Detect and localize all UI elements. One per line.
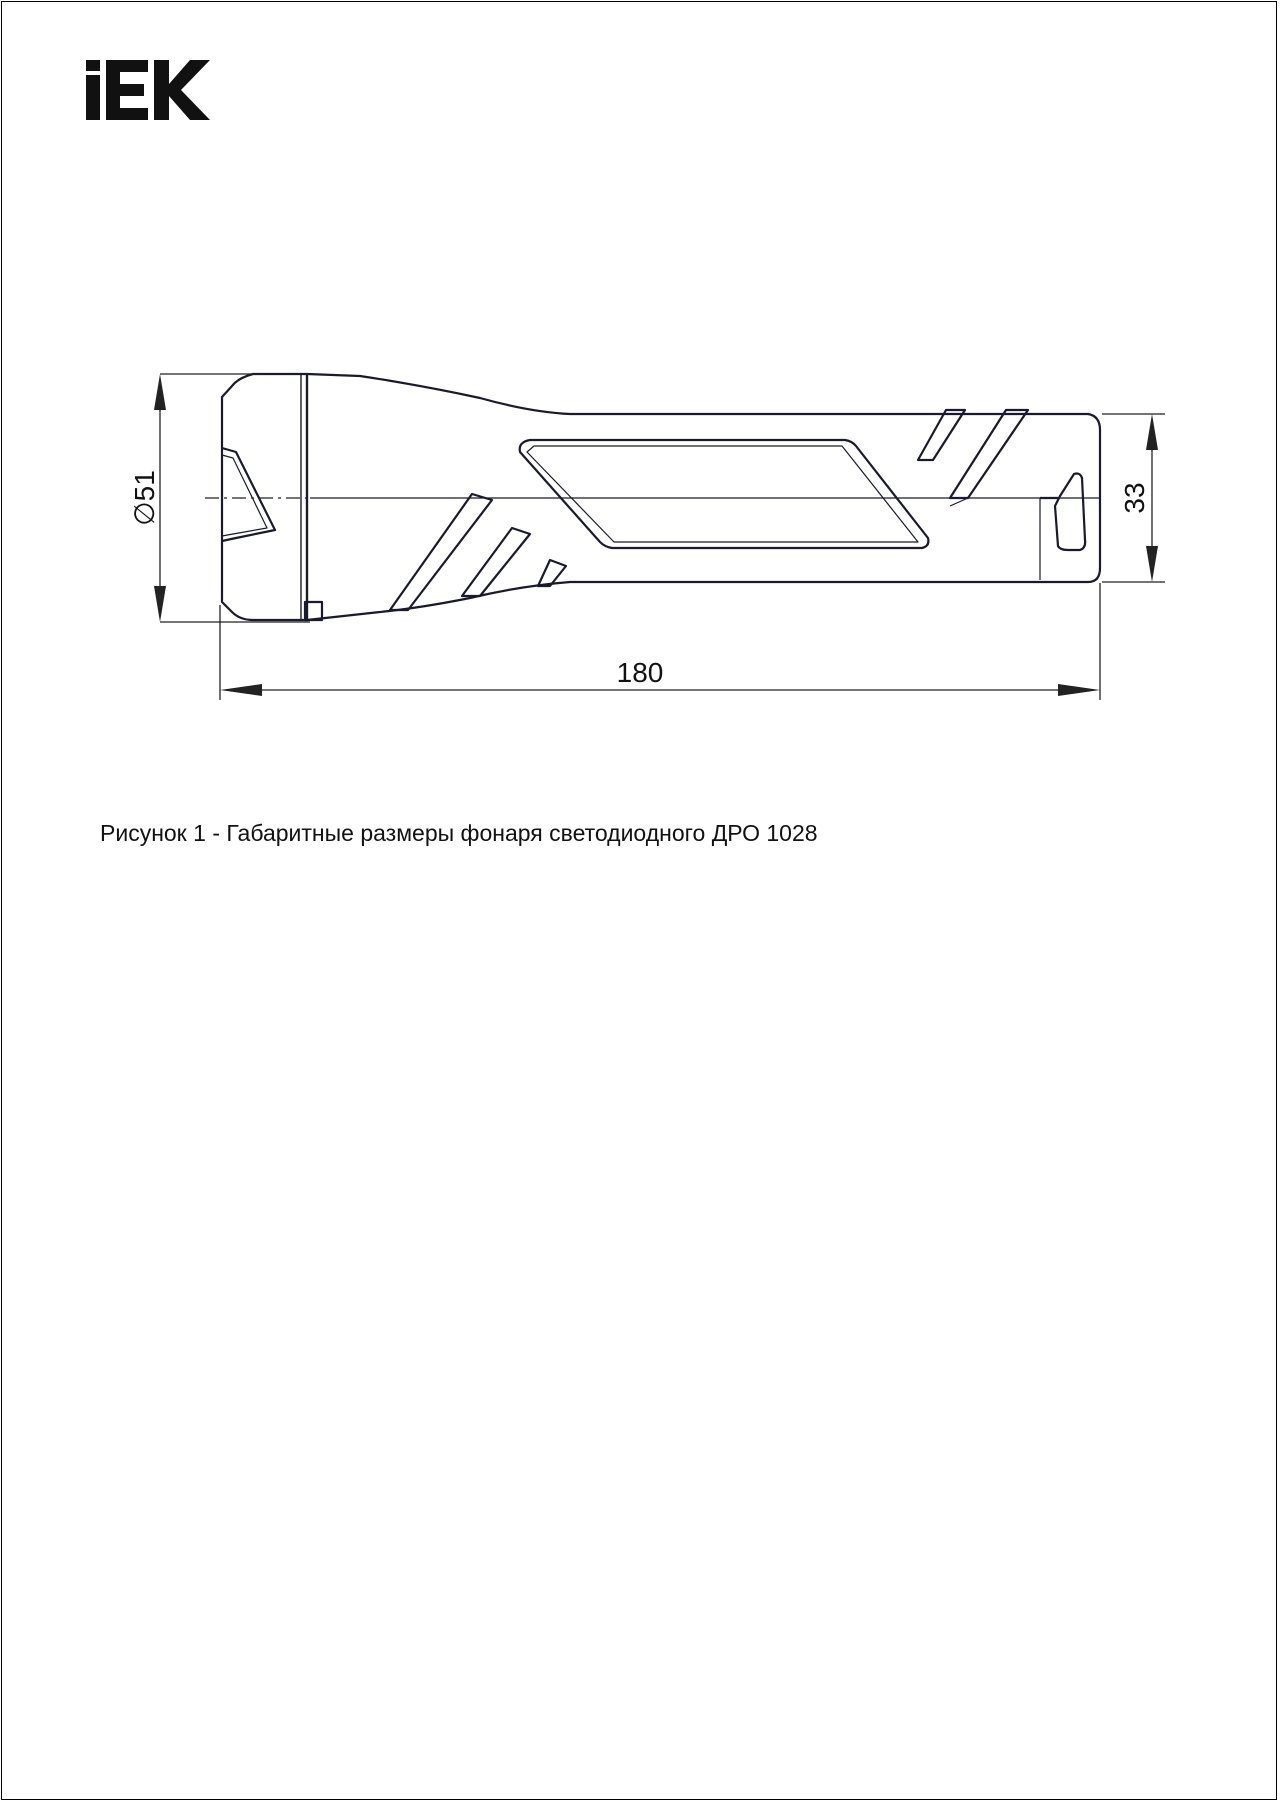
height-label: 33 — [1119, 482, 1150, 514]
flashlight-head — [222, 374, 307, 620]
flashlight-drawing — [0, 0, 1280, 800]
figure-caption: Рисунок 1 - Габаритные размеры фонаря светодиодного ДРО 1028 — [100, 820, 818, 846]
flashlight-outline — [307, 374, 1100, 620]
diameter-label: ∅51 — [129, 470, 160, 526]
window-cutout — [520, 440, 929, 548]
length-label: 180 — [616, 657, 664, 688]
